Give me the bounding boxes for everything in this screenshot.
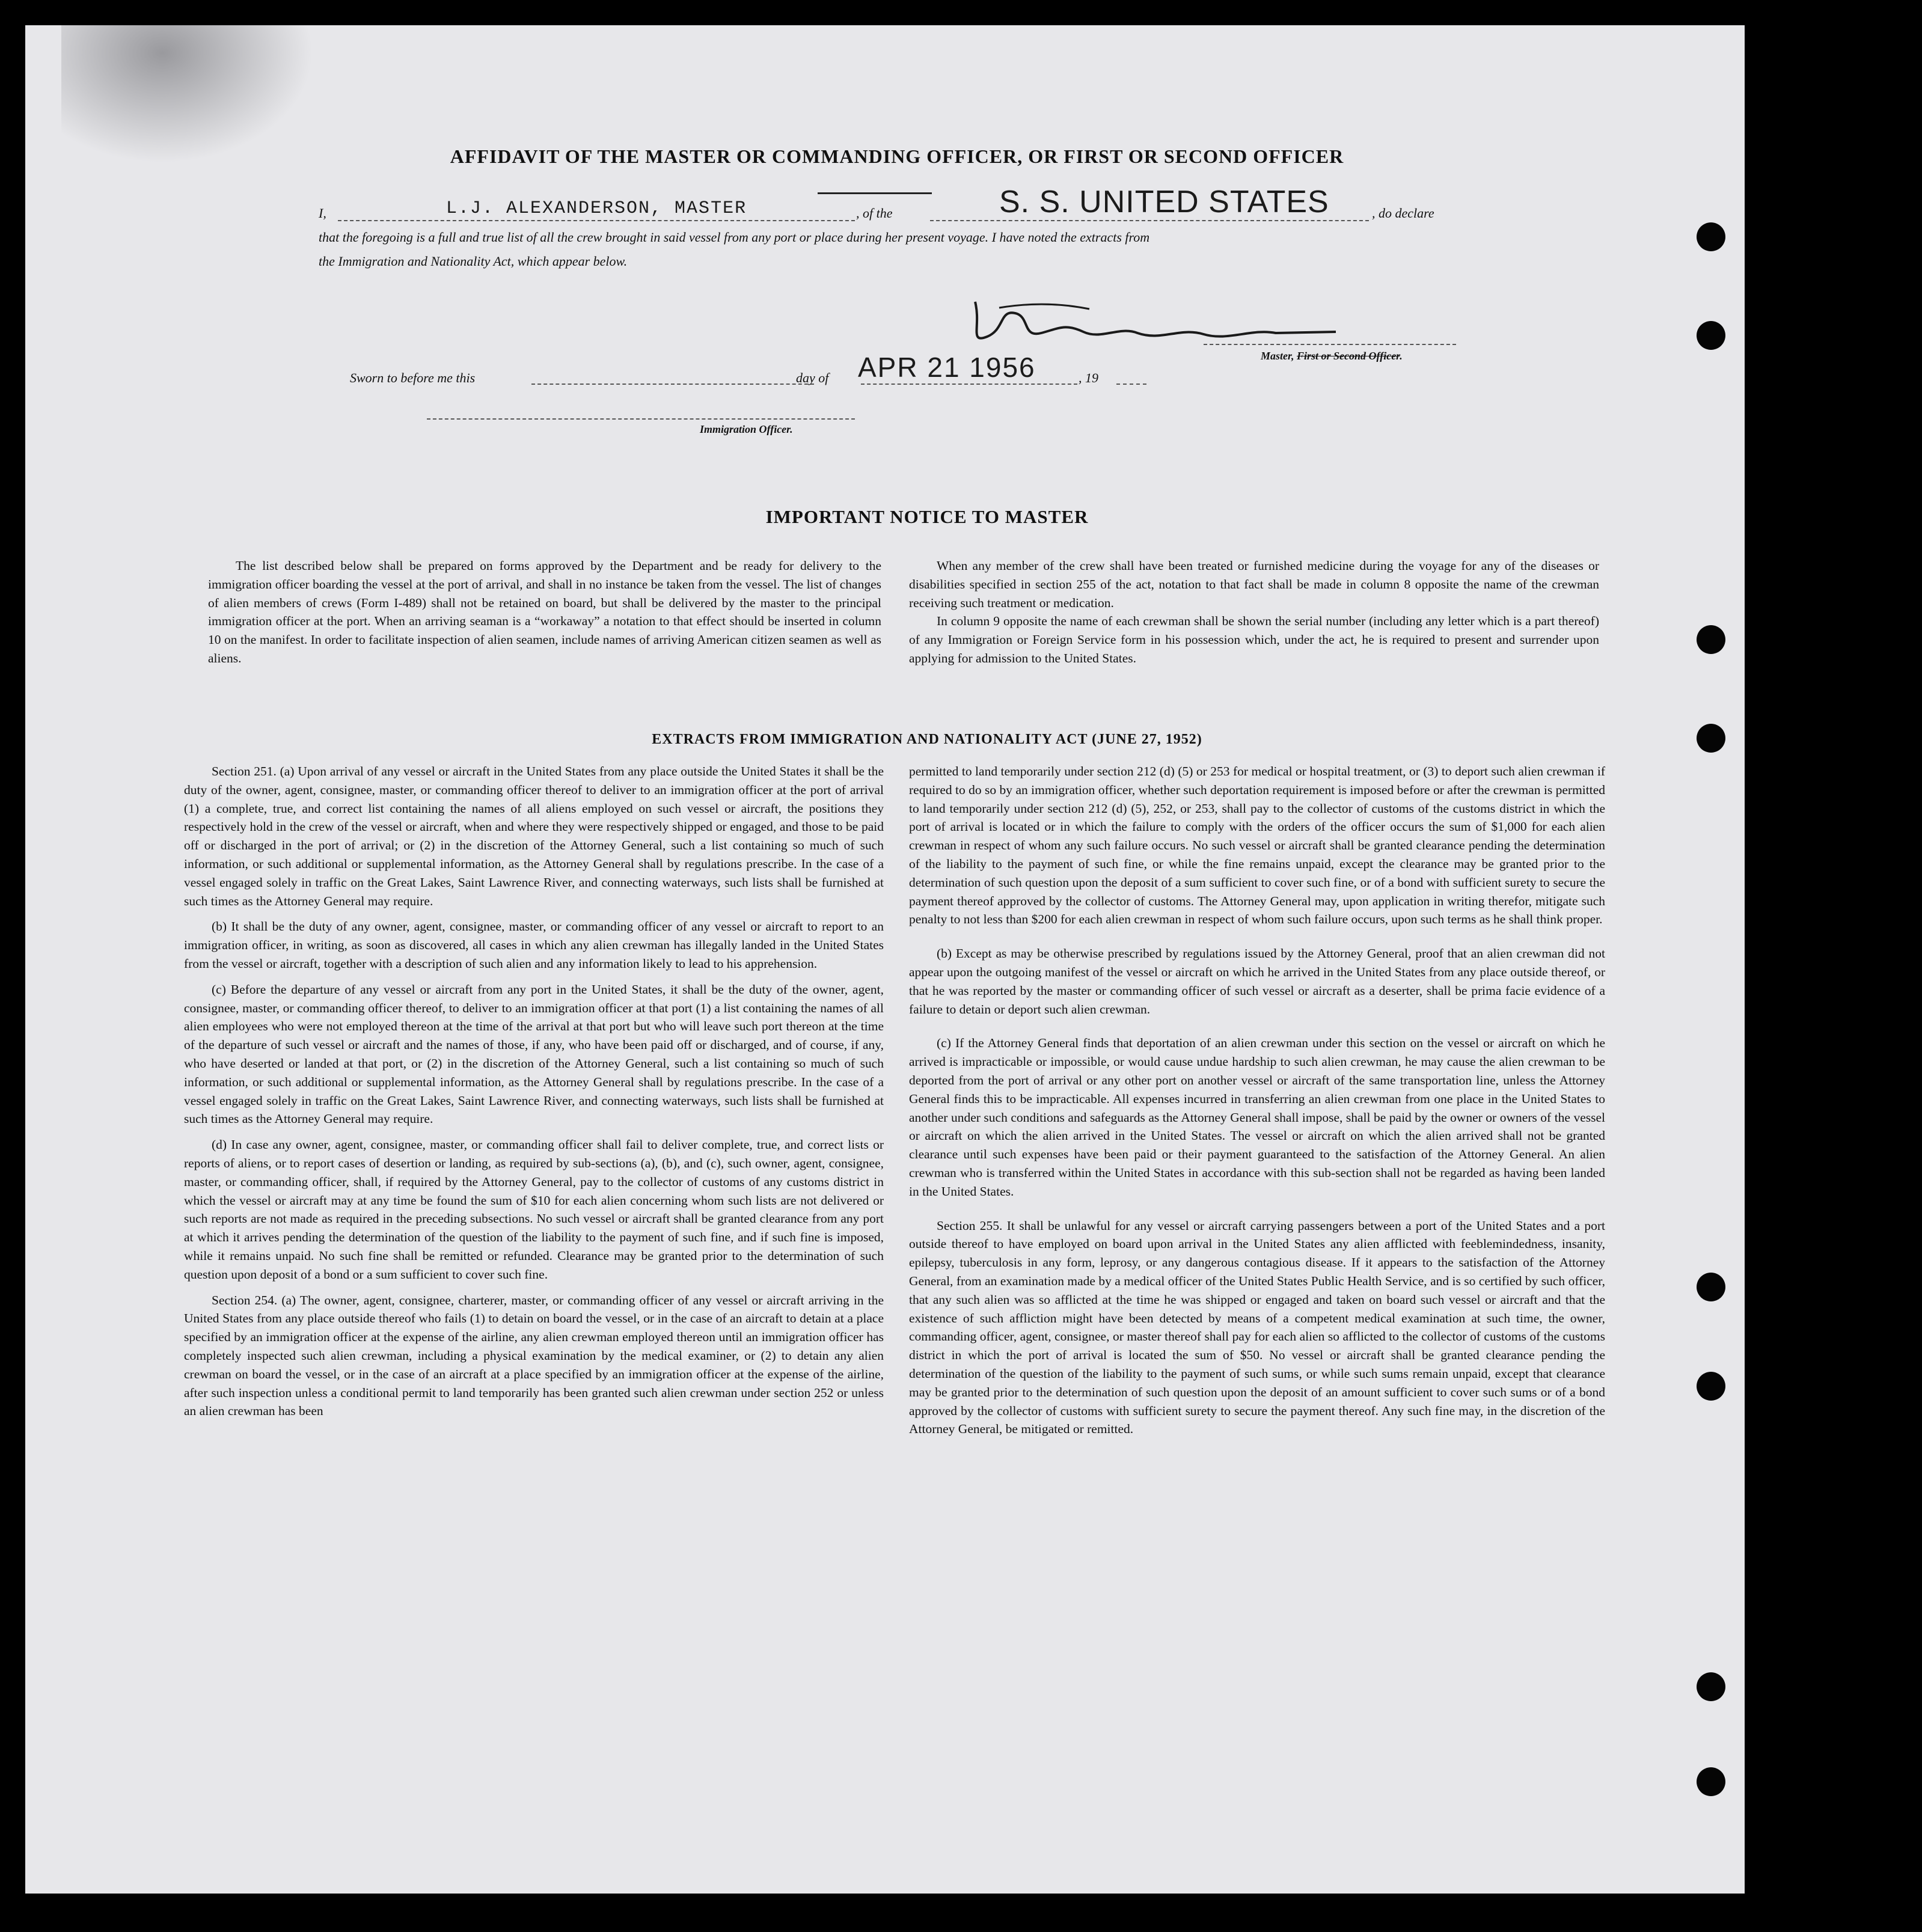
document-page [25, 25, 1745, 1894]
punch-hole [1697, 1273, 1725, 1301]
section-254c: (c) If the Attorney General finds that deportation of an alien crewman under this section on the vessel or aircraft on which he arrived is impracticable or impossible, or would cause undue hardship to such alien crewman, he may cause the alien crewman to be deported from the port of arrival or any other port on another vessel or aircraft of the same transportation line, unless the Attorney General finds this to be impracticable. All expenses incurred in transferring an alien crewman from one place in the United States to another under such conditions and safeguards as the Attorney General shall impose, shall be paid by the owner or owners of the vessel or aircraft on which the alien arrived in the United States. The vessel or aircraft on which the alien arrived shall not be granted clearance until such expenses have been paid or their payment guaranteed to the satisfaction of the Attorney General. An alien crewman who is transferred within the United States in accordance with this sub-section shall not be regarded as having been landed in the United States. [909, 1036, 1605, 1199]
notice-right-paragraph-1: When any member of the crew shall have been treated or furnished medicine during the voyage for any of the diseases or disabilities specified in section 255 of the act, notation to that fact shall be made in column 8 opposite the name of the crewman receiving such treatment or medication. [909, 558, 1599, 610]
declaration-line-1: that the foregoing is a full and true list of all the crew brought in said vessel from any port or place during her present voyage. I have noted the extracts from [319, 230, 1150, 245]
section-254b: (b) Except as may be otherwise prescribed by regulations issued by the Attorney General, proof that an alien crewman did not appear upon the outgoing manifest of the vessel or aircraft on which he arrived in the United States from any place outside thereof, or that he was reported by the master or commanding officer of such vessel or aircraft as a deserter, shall be prima facie evidence of a failure to detain or deport such alien crewman. [909, 946, 1605, 1016]
sworn-year-line [1116, 384, 1146, 385]
of-the-label: , of the [856, 206, 893, 221]
title-divider [818, 192, 932, 194]
section-255: Section 255. It shall be unlawful for any vessel or aircraft carrying passengers between a port of the United States and a port outside thereof to have employed on board upon arrival in the United States any alien afflicted with feeblemindedness, insanity, epilepsy, tuberculosis in any form, leprosy, or any dangerous contagious disease. If it appears to the satisfaction of the Attorney General, from an examination made by a medical officer of the United States Public Health Service, and is so certified by such officer, that any such alien was so afflicted at the time he was shipped or engaged and taken on board such vessel or aircraft and that the existence of such affliction might have been detected by means of a competent medical examination at such time, the owner, commanding officer, agent, consignee, or master thereof shall pay for each alien so afflicted to the collector of customs of the customs district in which the port of arrival is located the sum of $50. No vessel or aircraft shall be granted clearance pending the determination of the question of the liability to the payment of such sums, or while such sums remain unpaid, except that clearance may be granted prior to the determination of such question upon the deposit of an amount sufficient to cover such sums or of a bond approved by the collector of customs with sufficient surety to secure the payment thereof. Any such fine may, in the discretion of the Attorney General, be mitigated or remitted. [909, 1218, 1605, 1437]
punch-hole [1697, 724, 1725, 753]
notice-left-paragraph: The list described below shall be prepared on forms approved by the Department and be ready for delivery to the immigration officer boarding the vessel at the port of arrival, and shall in no instance be taken from the vessel. The list of changes of alien members of crews (Form I-489) shall not be retained on board, but shall be delivered by the master to the principal immigration officer at the port. When an arriving seaman is a “workaway” a notation to that effect should be inserted in column 10 on the manifest. In order to facilitate inspection of alien seamen, include names of arriving American citizen seamen as well as aliens. [208, 558, 881, 665]
declaration-line-2: the Immigration and Nationality Act, which appear below. [319, 254, 628, 269]
sworn-month-line [861, 384, 1077, 385]
vessel-name-line [930, 220, 1369, 221]
extracts-left-column [184, 762, 884, 1428]
punch-hole [1697, 1372, 1725, 1401]
scan-smudge [61, 25, 314, 164]
date-stamp: APR 21 1956 [858, 352, 1036, 383]
master-caption: Master, First or Second Officer. [1261, 350, 1403, 362]
vessel-name-stamp: S. S. UNITED STATES [999, 185, 1329, 219]
notice-right-column [909, 557, 1599, 675]
extracts-title: EXTRACTS FROM IMMIGRATION AND NATIONALITY ACT (JUNE 27, 1952) [652, 732, 1202, 747]
master-signature [963, 290, 1348, 356]
punch-hole [1697, 625, 1725, 654]
notice-title: IMPORTANT NOTICE TO MASTER [765, 506, 1089, 527]
i-label: I, [319, 206, 326, 221]
master-name-line [338, 220, 855, 221]
notice-left-column [208, 557, 881, 675]
extracts-right-column [909, 762, 1605, 1446]
punch-hole [1697, 321, 1725, 350]
section-251a: Section 251. (a) Upon arrival of any vessel or aircraft in the United States from any place outside the United States it shall be the duty of the owner, agent, consignee, master, or commanding officer thereof to deliver to an immigration officer at the port of arrival (1) a complete, true, and correct list containing the names of all aliens employed on such vessel or aircraft, the positions they respectively hold in the crew of the vessel or aircraft, when and where they were respectively shipped or engaged, and those to be paid off or discharged in the port of arrival; or (2) in the discretion of the Attorney General, such a list containing so much of such information, or such additional or supplemental information, as the Attorney General shall by regulations prescribe. In the case of a vessel engaged solely in traffic on the Great Lakes, Saint Lawrence River, and connecting waterways, such lists shall be furnished at such times as the Attorney General may require. [184, 764, 884, 908]
section-254a-continued: permitted to land temporarily under section 212 (d) (5) or 253 for medical or hospital treatment, or (3) to deport such alien crewman if required to do so by an immigration officer, whether such deportation requirement is imposed before or after the crewman is permitted to land temporarily under section 212 (d) (5), 252, or 253, shall pay to the collector of customs of the customs district in which the port of arrival is located or in which the failure to comply with the orders of the officer occurs the sum of $1,000 for each alien crewman in respect of whom any such failure occurs. No such vessel or aircraft shall be granted clearance pending the determination of the liability to the payment of such fine, or while the fine remains unpaid, except the clearance may be granted prior to the determination of such question upon the deposit of a sum sufficient to cover such fine, or of a bond with sufficient surety to secure the payment thereof approved by the collector of customs. The Attorney General may, upon application in writing therefor, mitigate such penalty to not less than $200 for each alien crewman in respect of whom such failure occurs, upon such terms as he shall think proper. [909, 764, 1605, 927]
immigration-officer-line [427, 418, 855, 420]
signature-line [1204, 344, 1456, 345]
affidavit-title: AFFIDAVIT OF THE MASTER OR COMMANDING OFFICER, OR FIRST OR SECOND OFFICER [450, 145, 1344, 167]
section-254a: Section 254. (a) The owner, agent, consignee, charterer, master, or commanding officer of any vessel or aircraft arriving in the United States from any place outside thereof who fails (1) to detain on board the vessel, or in the case of an aircraft to detain at a place specified by an immigration officer at the expense of the airline, any alien crewman employed thereon until an immigration officer has completely inspected such alien crewman, including a physical examination by the medical examiner, or (2) to detain any alien crewman on board the vessel, or in the case of an aircraft at a place specified by an immigration officer at the expense of the airline, after such inspection unless a conditional permit to land temporarily has been granted such alien crewman under section 252 or unless an alien crewman has been [184, 1292, 884, 1419]
section-251c: (c) Before the departure of any vessel or aircraft from any port in the United States, it shall be the duty of the owner, agent, consignee, master, or commanding officer thereof, to deliver to an immigration officer at that port (1) a list containing the names of all alien employees who were not employed thereon at the time of the arrival at that port but who will leave such port thereon at the time of the departure of such vessel or aircraft and the names of those, if any, who have been paid off or discharged, and of course, if any, who have deserted or landed at that port, or (2) in the discretion of the Attorney General, such a list containing so much of such information, or such additional or supplemental information, as the Attorney General shall by regulations prescribe. In the case of a vessel engaged solely in traffic on the Great Lakes, Saint Lawrence River, and connecting waterways, such lists shall be furnished at such times as the Attorney General may require. [184, 982, 884, 1126]
section-251b: (b) It shall be the duty of any owner, agent, consignee, master, or commanding officer of any vessel or aircraft to report to an immigration officer, in writing, as soon as discovered, all cases in which any alien crewman has illegally landed in the United States from the vessel or aircraft, together with a description of such alien and any information likely to lead to his apprehension. [184, 919, 884, 971]
do-declare-label: , do declare [1372, 206, 1434, 221]
punch-hole [1697, 1767, 1725, 1796]
sworn-label: Sworn to before me this [350, 370, 476, 385]
punch-hole [1697, 222, 1725, 251]
immigration-officer-label: Immigration Officer. [700, 423, 793, 435]
year-label: , 19 [1079, 370, 1098, 385]
sworn-day-line [531, 384, 814, 385]
section-251d: (d) In case any owner, agent, consignee, master, or commanding officer shall fail to deliver complete, true, and correct lists or reports of aliens, or to report cases of desertion or landing, as required by sub-sections (a), (b), and (c), such owner, agent, consignee, master, or commanding officer, shall, if required by the Attorney General, pay to the collector of customs of any customs district in which the vessel or aircraft may at any time be found the sum of $10 for each alien concerning whom such lists are not delivered or such reports are not made as required in the preceding subsections. No such vessel or aircraft shall be granted clearance from any port at which it arrives pending the determination of the question of the liability to the payment of such fine, and if such fine is imposed, while it remains unpaid. No such fine shall be remitted or refunded. Clearance may be granted prior to the determination of such question upon deposit of a bond or a sum sufficient to cover such fine. [184, 1137, 884, 1282]
master-name-field: L.J. ALEXANDERSON, MASTER [446, 198, 747, 219]
day-of-label: day of [796, 370, 829, 385]
notice-right-paragraph-2: In column 9 opposite the name of each crewman shall be shown the serial number (including any letter which is a part thereof) of any Immigration or Foreign Service form in his possession which, under the act, he is required to present and surrender upon applying for admission to the United States. [909, 614, 1599, 665]
punch-hole [1697, 1672, 1725, 1701]
